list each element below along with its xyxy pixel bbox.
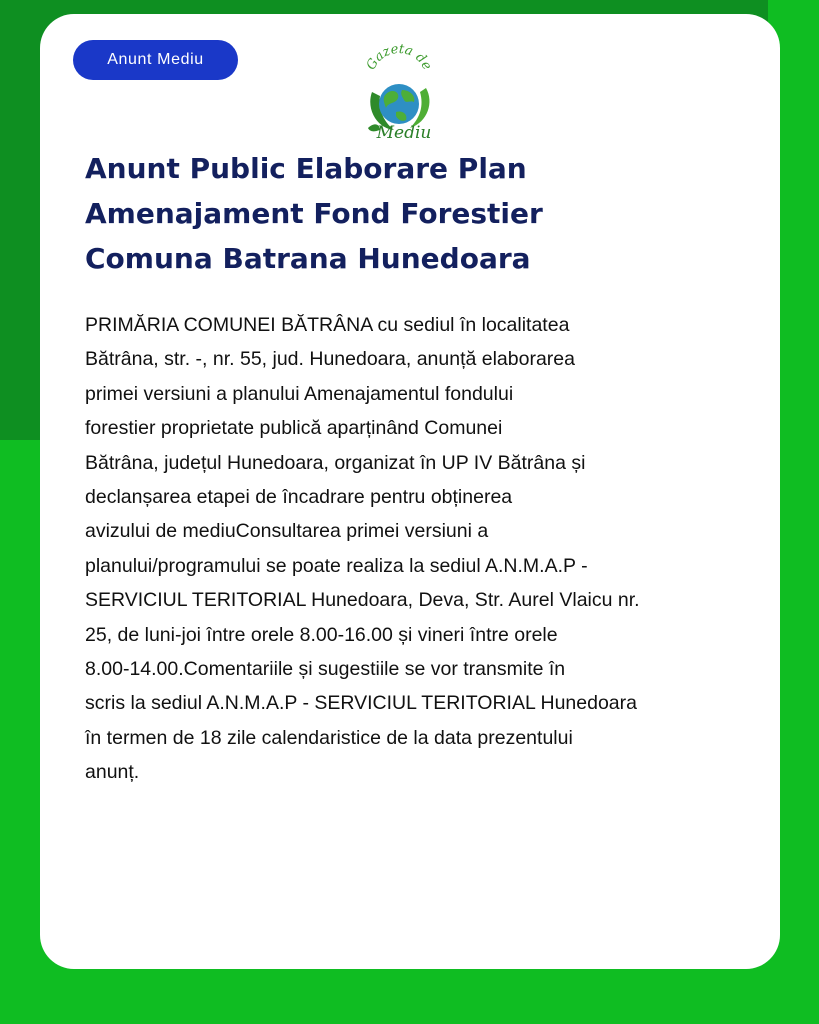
body-line: SERVICIUL TERITORIAL Hunedoara, Deva, Str. Aurel Vlaicu nr. [85,589,640,612]
logo-text-bottom: Mediu [376,123,432,140]
body-line: Bătrâna, județul Hunedoara, organizat în UP IV Bătrâna și [85,451,586,474]
category-badge[interactable]: Anunt Mediu [73,40,238,80]
body-line: primei versiuni a planului Amenajamentul fondului [85,382,514,405]
body-line: PRIMĂRIA COMUNEI BĂTRÂNA cu sediul în localitatea [85,314,570,336]
title-line: Amenajament Fond Forestier [85,197,543,230]
title-line: Anunt Public Elaborare Plan [85,152,527,185]
body-line: în termen de 18 zile calendaristice de la data prezentului [85,726,573,749]
title-line: Comuna Batrana Hunedoara [85,242,531,275]
body-line: planului/programului se poate realiza la sediul A.N.M.A.P - [85,554,588,577]
body-line: avizului de mediuConsultarea primei versiuni a [85,520,489,543]
body-line: declanșarea etapei de încadrare pentru obținerea [85,486,513,509]
gazeta-de-mediu-logo [358,36,440,140]
body-line: forestier proprietate publică aparținând Comunei [85,417,503,440]
announcement-card [40,14,780,969]
body-line: scris la sediul A.N.M.A.P - SERVICIUL TERITORIAL Hunedoara [85,692,637,715]
article-title [85,146,745,281]
globe-leaf-icon [358,36,440,140]
logo-text-top: Gazeta de [363,41,435,73]
body-line: 25, de luni-joi între orele 8.00-16.00 și vineri între orele [85,623,558,646]
body-line: 8.00-14.00.Comentariile și sugestiile se vor transmite în [85,658,566,681]
article-body [85,308,765,790]
body-line: Bătrâna, str. -, nr. 55, jud. Hunedoara, anunță elaborarea [85,348,575,371]
body-line: anunț. [85,761,140,784]
